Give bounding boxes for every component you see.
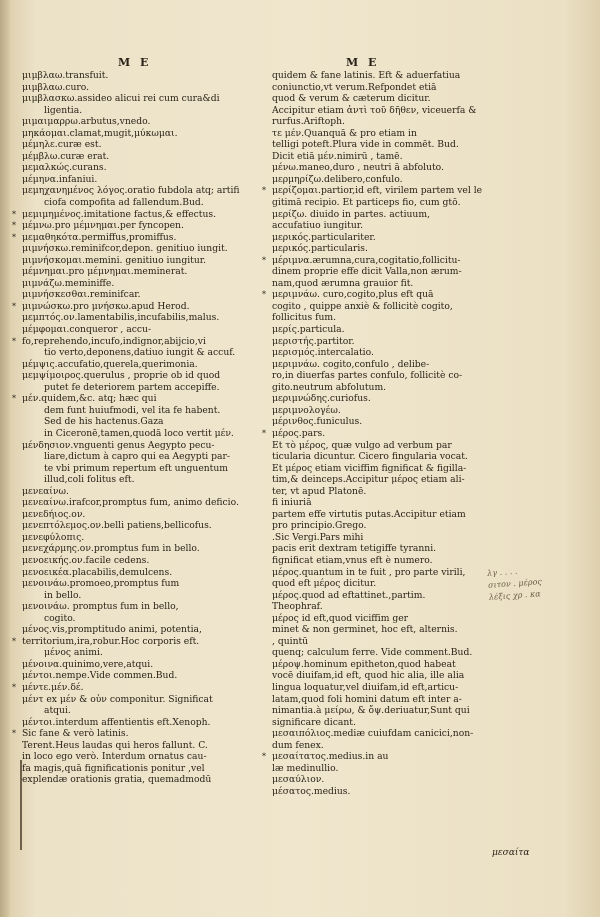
text-line: [12, 370, 268, 382]
text-line: [12, 578, 268, 590]
text-line: [262, 70, 512, 82]
entry-text: μιμνήσκω.reminifcor,depon. genitiuo iungit.: [22, 243, 228, 255]
text-line: [262, 301, 512, 313]
text-line: [12, 139, 268, 151]
text-line: [12, 440, 268, 452]
entry-text: μέμψις.accufatio,querela,querimonia.: [22, 358, 198, 370]
text-line: [262, 232, 512, 244]
entry-text: illud,coli folitus eft.: [44, 474, 135, 486]
asterisk-marker: *: [262, 428, 266, 438]
entry-text: μεσαιπόλιος.mediæ cuiufdam canicici,non-: [272, 728, 474, 740]
text-line: [12, 636, 268, 648]
text-line: [12, 405, 268, 417]
text-line: [262, 185, 512, 197]
text-line: [262, 694, 512, 706]
entry-text: te vbi primum repertum eft unguentum: [44, 462, 228, 474]
text-line: [12, 289, 268, 301]
entry-text: μηκάομαι.clamat,mugit,μύκωμαι.: [22, 127, 178, 139]
entry-text: μέμηλε.curæ est.: [22, 139, 102, 151]
entry-text: in bello.: [44, 589, 82, 601]
asterisk-marker: *: [262, 290, 266, 300]
entry-text: fa magis,quā fignificationis ponitur ,vel: [22, 762, 205, 774]
asterisk-marker: *: [262, 752, 266, 762]
entry-text: μέροψ.hominum epitheton,quod habeat: [272, 658, 456, 670]
margin-note-line: λγ . . . .: [486, 566, 518, 578]
text-line: [12, 301, 268, 313]
text-line: [262, 416, 512, 428]
entry-text: μέμηνα.infaniui.: [22, 173, 98, 185]
text-line: [12, 717, 268, 729]
entry-text: μέντοι.interdum affentientis eft.Xenoph.: [22, 716, 211, 728]
entry-text: in Ciceronē,tamen,quodā loco vertit μέν.: [44, 427, 234, 439]
entry-text: gito.neutrum abfolutum.: [272, 381, 387, 393]
text-line: [12, 670, 268, 682]
text-line: [12, 613, 268, 625]
text-line: [262, 139, 512, 151]
entry-text: telligi poteft.Plura vide in commēt. Bud.: [272, 139, 459, 151]
entry-text: μιμβλασκω.assideo alicui rei cum cura&di: [22, 93, 220, 105]
text-line: [262, 324, 512, 336]
entry-text: μενεπτόλεμος.ον.belli patiens,bellicofus.: [22, 520, 212, 532]
entry-text: μέρος id eft,quod viciffim ger: [272, 612, 409, 624]
text-line: [262, 428, 512, 440]
text-line: [12, 82, 268, 94]
text-line: [12, 174, 268, 186]
entry-text: gitimā recipio. Et particeps fio, cum gtō.: [272, 197, 461, 209]
entry-text: μέμβλω.curæ erat.: [22, 150, 110, 162]
asterisk-marker: *: [12, 682, 16, 692]
entry-text: follicitus fum.: [272, 312, 337, 324]
running-head-left: M E: [118, 56, 152, 69]
text-line: [262, 601, 512, 613]
entry-text: μερικός.particulariter.: [272, 231, 376, 243]
asterisk-marker: *: [12, 232, 16, 242]
entry-text: explendæ orationis gratia, quemadmodū: [22, 774, 212, 786]
text-line: [262, 105, 512, 117]
text-line: [262, 474, 512, 486]
text-line: [262, 567, 512, 579]
asterisk-marker: *: [12, 221, 16, 231]
entry-text: μέρος.pars.: [272, 427, 326, 439]
text-line: [12, 209, 268, 221]
text-line: [262, 220, 512, 232]
entry-text: μεριμνώδης.curiofus.: [272, 393, 371, 405]
entry-text: μερικός.particularis.: [272, 243, 368, 255]
entry-text: μεμπτός.ον.lamentabilis,incufabilis,malus.: [22, 312, 220, 324]
entry-text: partem effe virtutis putas.Accipitur etiam: [272, 508, 466, 520]
asterisk-marker: *: [262, 186, 266, 196]
margin-note-line: λέξις χρ . κα: [488, 589, 541, 602]
text-line: [262, 763, 512, 775]
entry-text: putet fe deteriorem partem accepiffe.: [44, 381, 220, 393]
text-line: [262, 151, 512, 163]
entry-text: μένω.maneo,duro , neutri ā abfoluto.: [272, 162, 444, 174]
entry-text: μένος.vis,promptitudo animi, potentia,: [22, 624, 202, 636]
text-line: [12, 763, 268, 775]
text-line: [12, 347, 268, 359]
entry-text: μιμβλαω.transfuit.: [22, 70, 109, 81]
entry-text: μενεαίνω.: [22, 485, 69, 497]
entry-text: μέρινθος.funiculus.: [272, 416, 363, 428]
entry-text: μέντοι.nempe.Vide commen.Bud.: [22, 670, 178, 682]
text-line: [12, 520, 268, 532]
entry-text: μενεαίνω.irafcor,promptus fum, animo deficio.: [22, 497, 239, 509]
text-line: [262, 590, 512, 602]
text-line: [12, 543, 268, 555]
text-line: [12, 151, 268, 163]
text-line: [12, 359, 268, 371]
entry-text: vocē diuifam,id eft, quod hic alia, ille alia: [272, 670, 465, 682]
text-line: [12, 382, 268, 394]
handwritten-margin-notes: [487, 560, 599, 604]
entry-text: fo,reprehendo,incufo,indignor,abijcio,vi: [22, 335, 206, 347]
text-line: [262, 370, 512, 382]
text-line: [262, 278, 512, 290]
entry-text: minet & non germinet, hoc eft, alternis.: [272, 624, 458, 636]
text-line: [12, 647, 268, 659]
entry-text: Dicit etiā μέν.nimirū , tamē.: [272, 150, 403, 162]
right-column: [262, 70, 512, 797]
text-line: [262, 578, 512, 590]
entry-text: μεμαθηκότα.permiffus,promiffus.: [22, 231, 177, 243]
text-line: [262, 93, 512, 105]
text-line: [12, 278, 268, 290]
entry-text: fi iniuriā: [272, 497, 312, 509]
entry-text: cogito , quippe anxiè & follicitè cogito,: [272, 300, 453, 312]
entry-text: μέμνημαι.pro μέμνημαι.meminerat.: [22, 266, 188, 278]
left-column: [12, 70, 268, 786]
entry-text: territorium,ira,robur.Hoc corporis eft.: [22, 635, 200, 647]
text-line: [12, 705, 268, 717]
entry-text: lingua loquatur,vel diuifam,id eft,articu-: [272, 681, 459, 693]
entry-text: ticularia dicuntur. Cicero fingularia vocat.: [272, 451, 468, 463]
margin-rule: [20, 760, 22, 850]
catchword: μεσαίτα: [492, 848, 530, 858]
entry-text: Sic fane & verò latinis.: [22, 728, 129, 740]
text-line: [262, 717, 512, 729]
text-line: [12, 590, 268, 602]
entry-text: μέν.quidem,&c. atq; hæc qui: [22, 393, 157, 405]
text-line: [262, 359, 512, 371]
binding-edge: [0, 0, 10, 917]
text-line: [262, 347, 512, 359]
entry-text: μενοεικής.ον.facile cedens.: [22, 554, 150, 566]
entry-text: μεσαύλιον.: [272, 774, 325, 786]
text-line: [262, 393, 512, 405]
text-line: [262, 624, 512, 636]
entry-text: latam,quod foli homini datum eft inter a-: [272, 693, 462, 705]
entry-text: in loco ego verò. Interdum ornatus cau-: [22, 751, 207, 763]
entry-text: Accipitur etiam ἀντὶ τοῦ δῆθεν, viceuerfa &: [272, 104, 477, 116]
entry-text: μερμηρίζω.delibero,confulo.: [272, 173, 403, 185]
entry-text: μεριστής.partitor.: [272, 335, 355, 347]
text-line: [12, 336, 268, 348]
text-line: [262, 197, 512, 209]
running-head-right: M E: [346, 56, 380, 69]
entry-text: μένος animi.: [44, 647, 103, 659]
text-line: [262, 463, 512, 475]
entry-text: μέντε.μέν.δέ.: [22, 681, 84, 693]
entry-text: coniunctio,vt verum.Refpondet etiā: [272, 81, 437, 93]
entry-text: μιμνήσκομαι.memini. genitiuo iungitur.: [22, 254, 207, 266]
text-line: [12, 93, 268, 105]
entry-text: μενεδήιος.ον.: [22, 508, 86, 520]
entry-text: μερισμός.intercalatio.: [272, 347, 374, 359]
text-line: [12, 312, 268, 324]
entry-text: Theophraf.: [272, 601, 323, 613]
text-line: [262, 266, 512, 278]
entry-text: μεσαίτατος.medius.in au: [272, 751, 389, 763]
text-line: [12, 659, 268, 671]
entry-text: μερίζω. diuido in partes. actiuum,: [272, 208, 430, 220]
text-line: [262, 486, 512, 498]
text-line: [12, 463, 268, 475]
entry-text: μεμψίμοιρος.querulus , proprie ob id quod: [22, 370, 221, 382]
entry-text: μέσατος.medius.: [272, 785, 351, 797]
entry-text: μέρος.quantum in te fuit , pro parte virili,: [272, 566, 466, 578]
text-line: [12, 451, 268, 463]
entry-text: μένοινα.quinimo,vere,atqui.: [22, 658, 154, 670]
text-line: [12, 220, 268, 232]
text-line: [262, 647, 512, 659]
text-line: [262, 532, 512, 544]
text-line: [262, 740, 512, 752]
entry-text: μιμαιμαρρω.arbutus,vnedo.: [22, 116, 151, 128]
entry-text: μεριμνάω. cogito,confulo , delibe-: [272, 358, 430, 370]
entry-text: μέμνω.pro μέμνημαι.per fyncopen.: [22, 220, 184, 232]
entry-text: μεμηχανημένος λόγος.oratio fubdola atq; artifi: [22, 185, 240, 197]
text-line: [12, 70, 268, 82]
entry-text: rurfus.Ariftoph.: [272, 116, 345, 128]
text-line: [262, 705, 512, 717]
margin-note-line: σιτον . μέρος: [487, 577, 543, 590]
entry-text: Et τὸ μέρος, quæ vulgo ad verbum par: [272, 439, 452, 451]
entry-text: atqui.: [44, 705, 71, 717]
text-line: [262, 82, 512, 94]
text-line: [12, 624, 268, 636]
text-line: [262, 509, 512, 521]
entry-text: μέντ ex μέν & οὖν componitur. Significat: [22, 693, 213, 705]
entry-text: μερίζομαι.partior,id eft, virilem partem vel le: [272, 185, 483, 197]
text-line: [12, 428, 268, 440]
text-line: [262, 255, 512, 267]
entry-text: ligentia.: [44, 104, 83, 116]
text-line: [262, 555, 512, 567]
entry-text: μενεχάρμης.ον.promptus fum in bello.: [22, 543, 200, 555]
asterisk-marker: *: [12, 636, 16, 646]
entry-text: dem funt huiufmodi, vel ita fe habent.: [44, 404, 221, 416]
entry-text: μιμβλαω.curo.: [22, 81, 90, 93]
text-line: [12, 128, 268, 140]
entry-text: nimantia.à μείρω, & ὄψ.deriuatur,Sunt qui: [272, 705, 470, 717]
entry-text: μέμφομαι.conqueror , accu-: [22, 324, 152, 336]
entry-text: μεμαλκώς.curans.: [22, 162, 107, 174]
entry-text: tio verto,deponens,datiuo iungit & accuf.: [44, 347, 236, 359]
entry-text: μεριμνολογέω.: [272, 404, 341, 416]
entry-text: nam,quod ærumna grauior fit.: [272, 277, 414, 289]
entry-text: ciofa compofita ad fallendum.Bud.: [44, 197, 204, 209]
text-line: [262, 659, 512, 671]
entry-text: accufatiuo iungitur.: [272, 220, 364, 232]
entry-text: μενοινάω. promptus fum in bello,: [22, 601, 179, 613]
entry-text: quidem & fane latinis. Eft & aduerfatiua: [272, 70, 461, 81]
text-line: [262, 289, 512, 301]
text-line: [262, 497, 512, 509]
text-line: [262, 162, 512, 174]
text-line: [262, 751, 512, 763]
text-line: [12, 162, 268, 174]
text-line: [12, 728, 268, 740]
text-line: [262, 116, 512, 128]
text-line: [262, 312, 512, 324]
entry-text: μενοεικέα.placabilis,demulcens.: [22, 566, 173, 578]
text-line: [12, 116, 268, 128]
text-line: [12, 416, 268, 428]
entry-text: μενοινάω.promoeo,promptus fum: [22, 578, 180, 590]
entry-text: significare dicant.: [272, 716, 356, 728]
text-line: [12, 740, 268, 752]
entry-text: fignificat etiam,vnus eft è numero.: [272, 554, 433, 566]
entry-text: quod eft μέρος dicitur.: [272, 578, 377, 590]
asterisk-marker: *: [12, 394, 16, 404]
text-line: [12, 232, 268, 244]
text-line: [262, 336, 512, 348]
entry-text: Terent.Heus laudas qui heros fallunt. C.: [22, 739, 208, 751]
text-line: [12, 324, 268, 336]
text-line: [262, 613, 512, 625]
entry-text: μιμνήσκεσθαι.reminifcar.: [22, 289, 141, 301]
entry-text: μερίς.particula.: [272, 324, 345, 336]
text-line: [262, 440, 512, 452]
entry-text: quenq; calculum ferre. Vide comment.Bud.: [272, 647, 473, 659]
entry-text: μένδησιον.vnguenti genus Aegypto pecu-: [22, 439, 215, 451]
text-line: [12, 393, 268, 405]
asterisk-marker: *: [12, 209, 16, 219]
text-line: [262, 636, 512, 648]
text-line: [262, 382, 512, 394]
entry-text: μέρος.quod ad eftattinet.,partim.: [272, 589, 426, 601]
text-line: [262, 670, 512, 682]
entry-text: cogito.: [44, 612, 76, 624]
entry-text: Sed de his hactenus.Gaza: [44, 416, 164, 428]
entry-text: .Sic Vergi.Pars mihi: [272, 531, 364, 543]
entry-text: pacis erit dextram tetigiffe tyranni.: [272, 543, 437, 555]
entry-text: tim,& deinceps.Accipitur μέρος etiam ali-: [272, 474, 465, 486]
text-line: [12, 266, 268, 278]
text-line: [262, 451, 512, 463]
text-line: [262, 209, 512, 221]
entry-text: μιμνώσκω.pro μνήσκω.apud Herod.: [22, 300, 190, 312]
text-line: [12, 497, 268, 509]
text-line: [262, 774, 512, 786]
entry-text: dinem proprie effe dicit Valla,non ærum-: [272, 266, 462, 278]
text-line: [12, 486, 268, 498]
asterisk-marker: *: [262, 255, 266, 265]
entry-text: μέριμνα.ærumna,cura,cogitatio,follicitu-: [272, 254, 461, 266]
text-line: [262, 174, 512, 186]
text-line: [262, 728, 512, 740]
text-line: [12, 774, 268, 786]
text-line: [12, 532, 268, 544]
text-line: [262, 543, 512, 555]
entry-text: τε μέν.Quanquā & pro etiam in: [272, 127, 417, 139]
text-line: [12, 751, 268, 763]
asterisk-marker: *: [12, 729, 16, 739]
entry-text: liare,dictum à capro qui ea Aegypti par-: [44, 451, 230, 463]
entry-text: læ medinullio.: [272, 762, 339, 774]
entry-text: μεμιμημένος.imitatione factus,& effectus.: [22, 208, 217, 220]
entry-text: ro,in diuerfas partes confulo, follicitè co-: [272, 370, 463, 382]
text-line: [12, 474, 268, 486]
asterisk-marker: *: [12, 301, 16, 311]
text-line: [12, 694, 268, 706]
entry-text: Et μέρος etiam viciffim fignificat & figilla-: [272, 462, 467, 474]
text-line: [12, 567, 268, 579]
text-line: [12, 105, 268, 117]
text-line: [262, 243, 512, 255]
entry-text: ter, vt apud Platonē.: [272, 485, 367, 497]
text-line: [12, 601, 268, 613]
text-line: [262, 520, 512, 532]
text-line: [12, 185, 268, 197]
entry-text: quod & verum & cæterum dicitur.: [272, 93, 431, 105]
entry-text: μενεφύλοπις.: [22, 531, 85, 543]
entry-text: pro principio.Grego.: [272, 520, 367, 532]
entry-text: μεριμνάω. curo,cogito,plus eft quā: [272, 289, 434, 301]
text-line: [262, 405, 512, 417]
entry-text: dum fenex.: [272, 739, 324, 751]
text-line: [12, 509, 268, 521]
text-line: [262, 786, 512, 798]
entry-text: μιμνάζω.meminiffe.: [22, 277, 115, 289]
text-line: [262, 128, 512, 140]
text-line: [12, 255, 268, 267]
text-line: [262, 682, 512, 694]
text-line: [12, 197, 268, 209]
asterisk-marker: *: [12, 336, 16, 346]
entry-text: , quintū: [272, 635, 309, 647]
text-line: [12, 682, 268, 694]
text-line: [12, 243, 268, 255]
text-line: [12, 555, 268, 567]
